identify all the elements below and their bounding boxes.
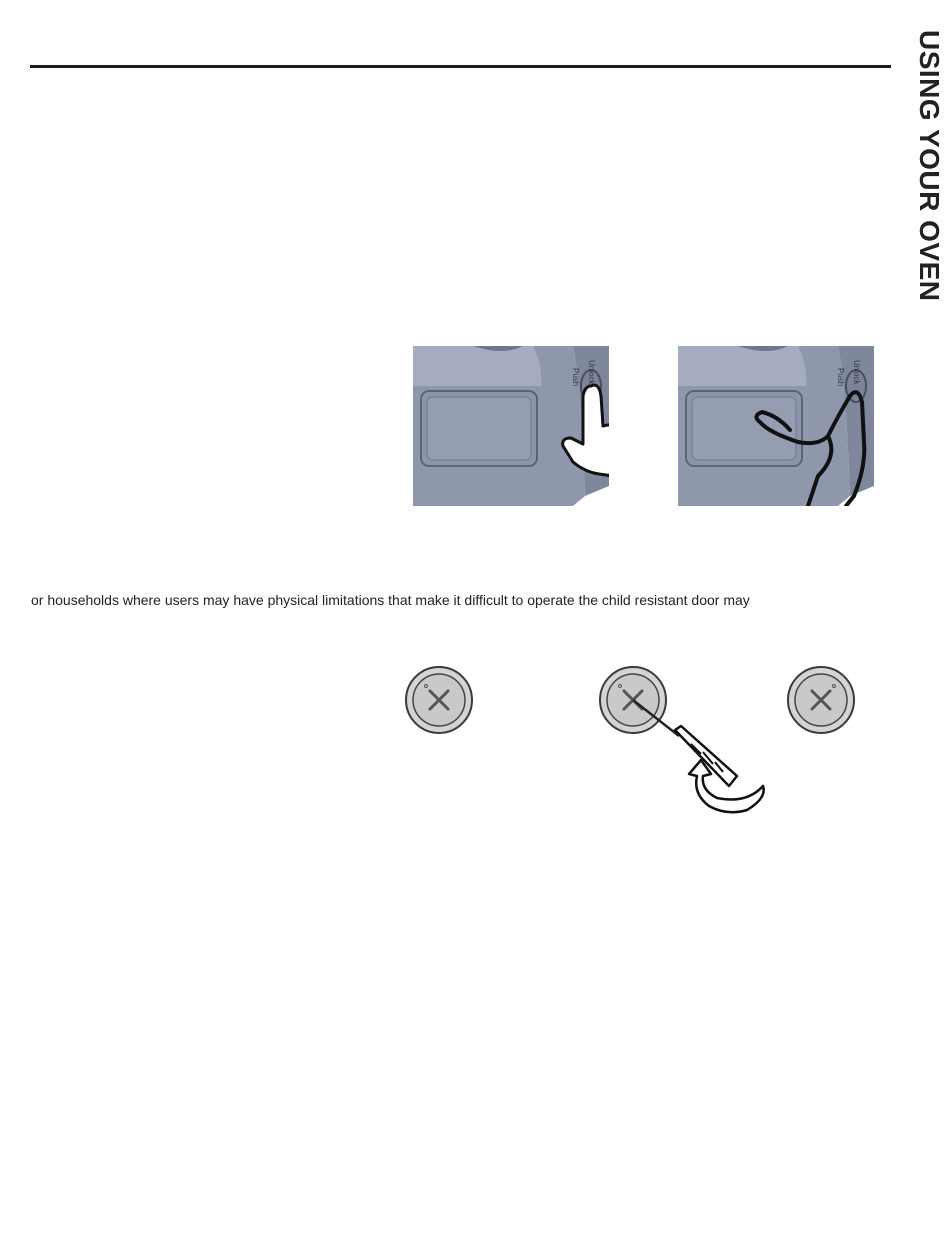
section-title-text: USING YOUR OVEN	[914, 30, 945, 302]
section-title-vertical	[905, 30, 950, 360]
screwdriver-icon	[633, 700, 737, 786]
body-text-line: or households where users may have physical limitations that make it difficult to operate the child resistant door may	[31, 592, 750, 608]
panel-label-push: Push	[571, 368, 580, 387]
screw-driver-figure	[597, 664, 777, 814]
panel-label-unlock: Unlock	[587, 360, 596, 385]
screw-left-figure	[403, 664, 475, 736]
header-rule	[30, 65, 891, 68]
panel-label-push: Push	[836, 368, 845, 387]
door-press-figure	[413, 346, 609, 506]
screw-right-figure	[785, 664, 857, 736]
screw-icon	[403, 664, 475, 736]
screw-icon	[785, 664, 857, 736]
door-pull-figure	[678, 346, 874, 506]
panel-label-unlock: Unlock	[852, 360, 861, 385]
